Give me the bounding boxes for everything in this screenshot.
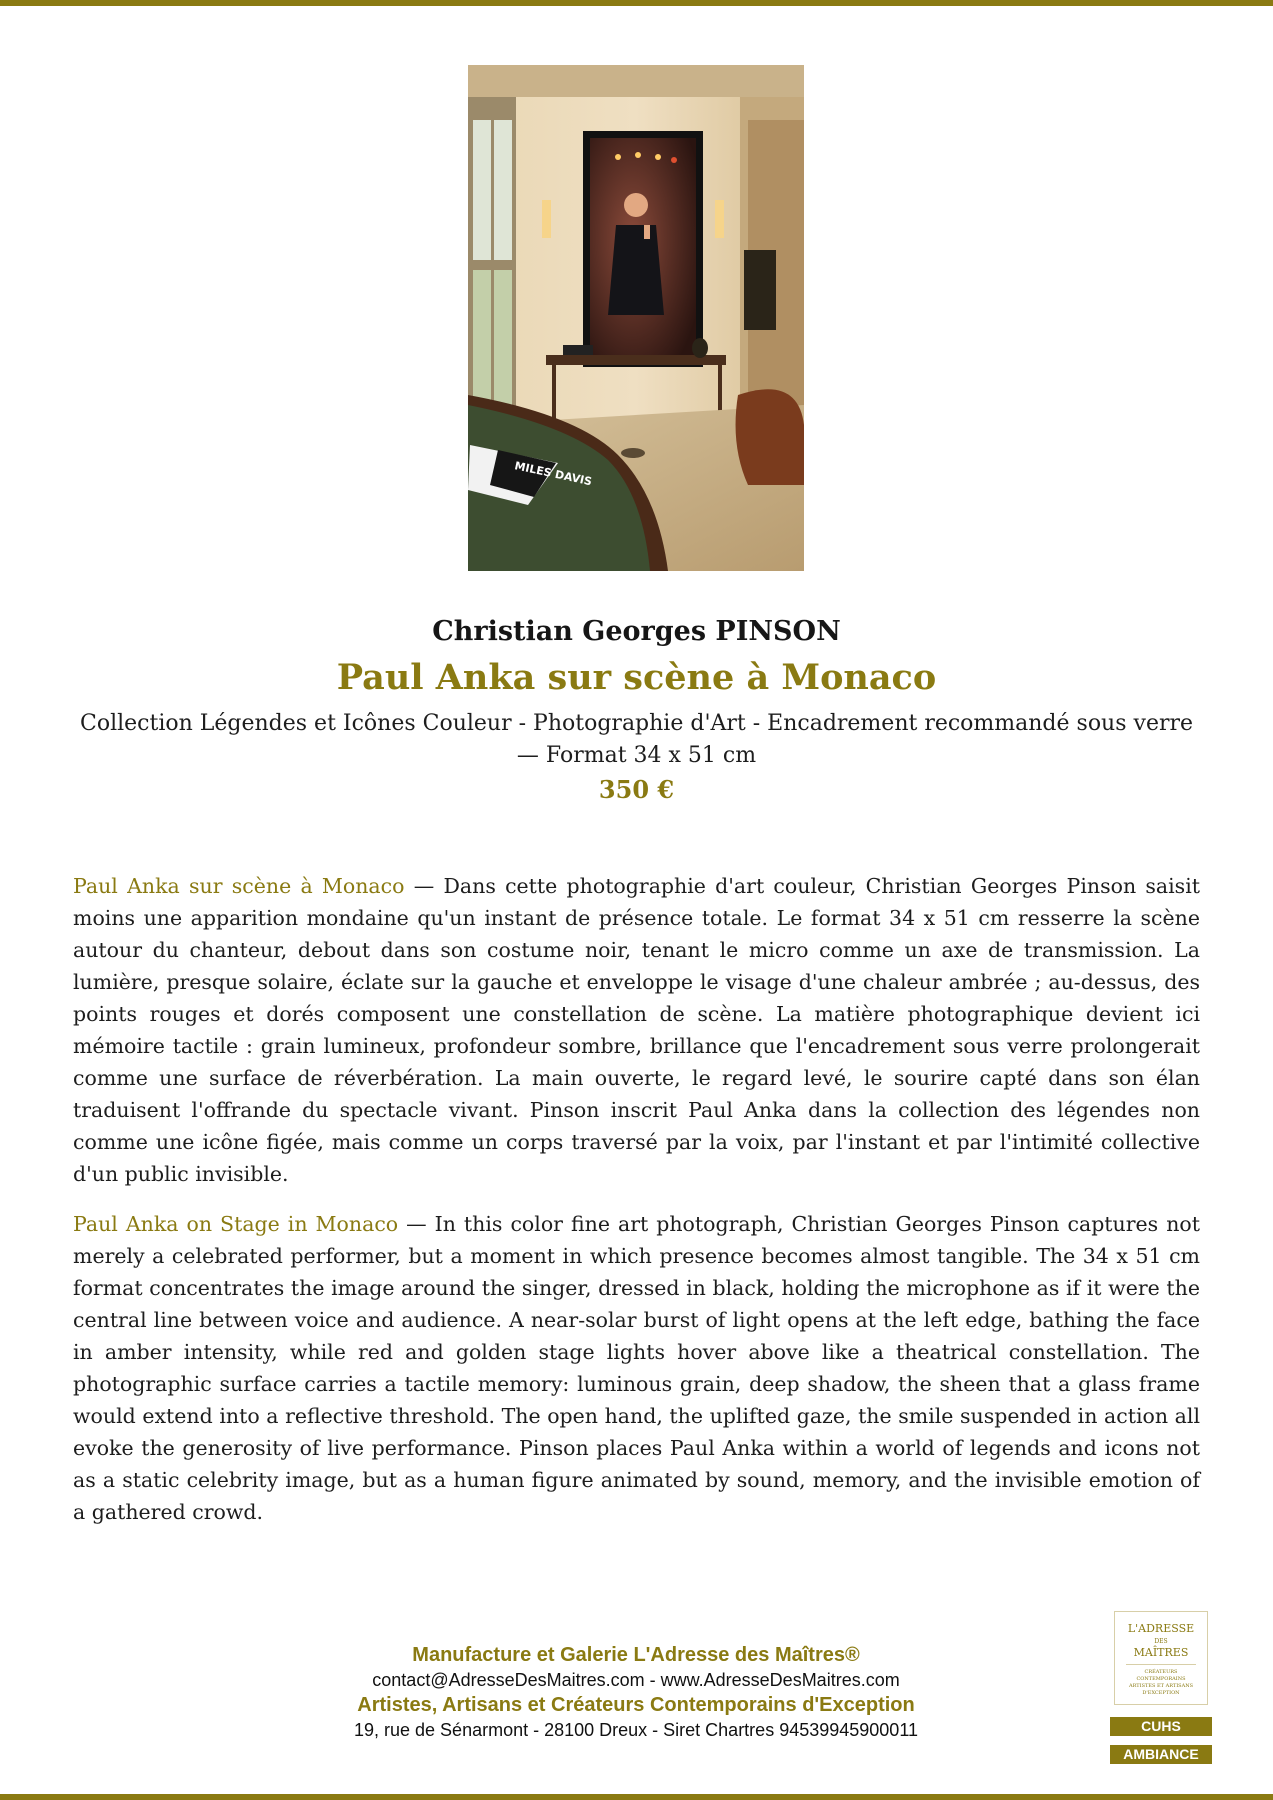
artwork-subtitle: Collection Légendes et Icônes Couleur - Photographie d'Art - Encadrement recommandé sous verre — Format 34 x 51 cm	[79, 711, 1194, 768]
logo-line-1: L'ADRESSE	[1127, 1622, 1195, 1635]
logo-divider	[1126, 1664, 1196, 1665]
book-cover-text: MILES DAVIS	[513, 459, 594, 489]
badge-ambiance: AMBIANCE	[1110, 1745, 1212, 1764]
top-rule	[0, 0, 1273, 6]
logo-line-2: DES	[1154, 1638, 1168, 1645]
description	[73, 870, 1200, 1546]
description-en-text: — In this color fine art photograph, Christian Georges Pinson captures not merely a celebrated performer, but a moment in which presence becomes almost tangible. The 34 x 51 cm format concentrates the image around the singer, dressed in black, holding the microphone as if it were the central line between voice and audience. A near-solar burst of light opens at the left edge, bathing the face in amber intensity, while red and golden stage lights hover above like a theatrical constellation. The photographic surface carries a tactile memory: luminous grain, deep shadow, the sheen that a glass frame would extend into a reflective threshold. The open hand, the uplifted gaze, the smile suspended in action all evoke the generosity of live performance. Pinson places Paul Anka within a world of legends and icons not as a static celebrity image, but as a human figure animated by sound, memory, and the invisible emotion of a gathered crowd.	[73, 1212, 1200, 1524]
badge-cuhs: CUHS	[1110, 1717, 1212, 1736]
logo-line-4: CRÉATEURS CONTEMPORAINS ARTISTES ET ARTISANS D'EXCEPTION	[1128, 1669, 1194, 1696]
artwork-price: 350 €	[598, 775, 675, 804]
description-en-lead: Paul Anka on Stage in Monaco	[73, 1212, 399, 1236]
artwork-header	[60, 612, 1213, 808]
gallery-logo	[1114, 1611, 1208, 1705]
description-en	[73, 1208, 1200, 1528]
bottom-rule	[0, 1794, 1273, 1800]
footer-address: 19, rue de Sénarmont - 28100 Dreux - Siret Chartres 94539945900011	[353, 1720, 919, 1740]
description-fr	[73, 870, 1200, 1190]
artwork-title: Paul Anka sur scène à Monaco	[336, 657, 937, 698]
artwork-photo	[468, 65, 804, 571]
artist-name: Christian Georges PINSON	[432, 616, 841, 647]
interior-photo-with-framed-portrait	[468, 65, 804, 571]
description-fr-text: — Dans cette photographie d'art couleur, Christian Georges Pinson saisit moins une apparition mondaine qu'un instant de présence totale. Le format 34 x 51 cm resserre la scène autour du chanteur, debout dans son costume noir, tenant le micro comme un axe de transmission. La lumière, presque solaire, éclate sur la gauche et enveloppe le visage d'une chaleur ambrée ; au-dessus, des points rouges et dorés composent une constellation de scène. La matière photographique devient ici mémoire tactile : grain lumineux, profondeur sombre, brillance que l'encadrement sous verre prolongerait comme une surface de réverbération. La main ouverte, le regard levé, le sourire capté dans son élan traduisent l'offrande du spectacle vivant. Pinson inscrit Paul Anka dans la collection des légendes non comme une icône figée, mais comme un corps traversé par la voix, par l'instant et par l'intimité collective d'un public invisible.	[73, 874, 1200, 1186]
footer-tagline: Artistes, Artisans et Créateurs Contemporains d'Exception	[357, 1694, 915, 1716]
footer-company: Manufacture et Galerie L'Adresse des Maîtres®	[412, 1644, 860, 1666]
description-fr-lead: Paul Anka sur scène à Monaco	[73, 874, 405, 898]
footer	[236, 1642, 1036, 1742]
footer-contact: contact@AdresseDesMaitres.com - www.AdresseDesMaitres.com	[372, 1670, 900, 1690]
logo-line-3: MAÎTRES	[1133, 1646, 1189, 1659]
